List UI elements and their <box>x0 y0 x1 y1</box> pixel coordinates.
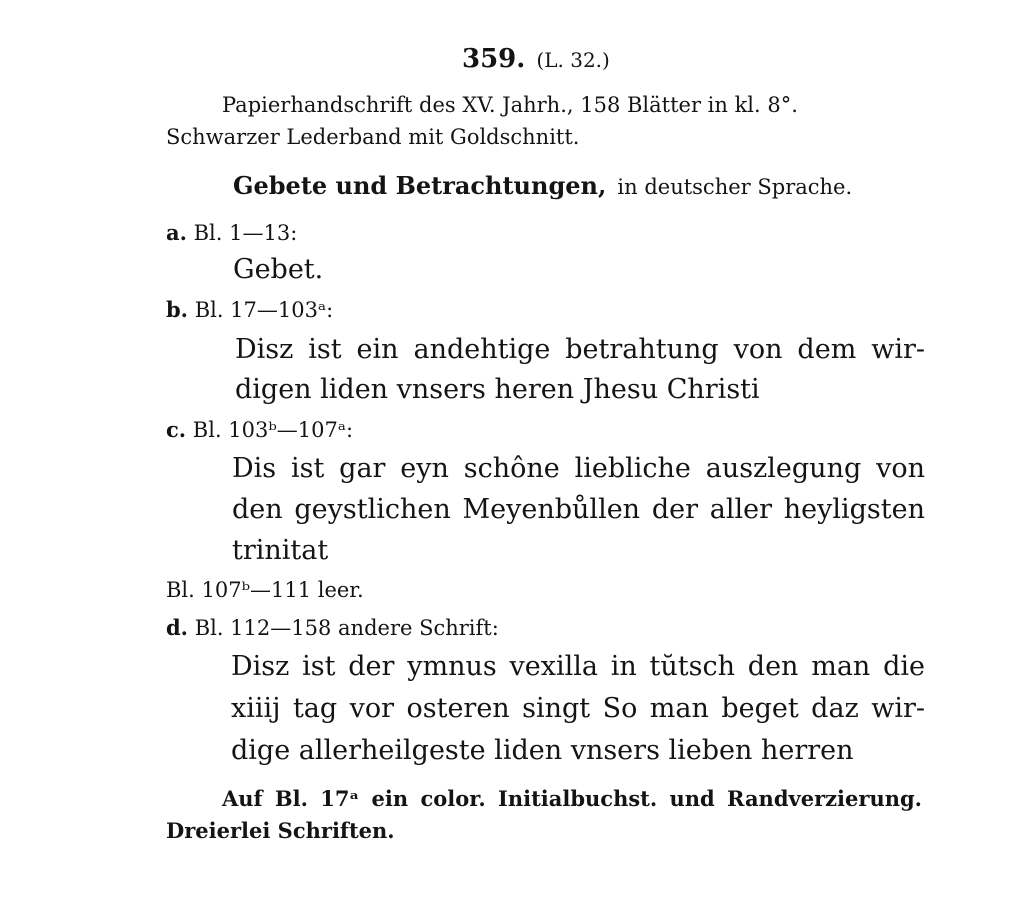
notes-line-1: Auf Bl. 17ᵃ ein color. Initialbuchst. und Randverzierung. <box>222 786 922 811</box>
section-b-label: b. <box>166 297 188 322</box>
section-a-label: a. <box>166 220 187 245</box>
section-c-label: c. <box>166 417 187 442</box>
section-d-label: d. <box>166 615 188 640</box>
section-b-text-1: Disz ist ein andehtige betrahtung von dem wir- <box>235 334 925 365</box>
section-a-text-1: Gebet. <box>233 254 324 285</box>
entry-signature: (L. 32.) <box>536 48 610 72</box>
section-d-text-3: dige allerheilgeste liden vnsers lieben herren <box>231 735 854 766</box>
entry-title <box>233 171 853 200</box>
section-c-ref <box>166 419 353 441</box>
section-a-range: Bl. 1—13: <box>193 221 298 245</box>
section-d-ref <box>166 617 499 639</box>
entry-number: 359. <box>462 44 526 74</box>
section-d-text-1: Disz ist der ymnus vexilla in tŭtsch den man die <box>231 651 925 682</box>
entry-header <box>462 46 610 72</box>
notes-line-2: Dreierlei Schriften. <box>166 818 395 843</box>
section-b-ref <box>166 299 333 321</box>
empty-leaves-note: Bl. 107ᵇ—111 leer. <box>166 578 364 602</box>
section-c-text-2: den geystlichen Meyenbůllen der aller heyligsten <box>232 494 925 525</box>
description-line-1: Papierhandschrift des XV. Jahrh., 158 Blätter in kl. 8°. <box>222 93 798 117</box>
section-a-ref <box>166 222 297 244</box>
title-bold: Gebete und Betrachtungen, <box>233 171 607 200</box>
section-b-text-2: digen liden vnsers heren Jhesu Christi <box>235 374 760 405</box>
section-b-range: Bl. 17—103ᵃ: <box>194 298 334 322</box>
section-d-range: Bl. 112—158 andere Schrift: <box>194 616 499 640</box>
title-rest: in deutscher Sprache. <box>617 175 853 199</box>
section-d-text-2: xiiij tag vor osteren singt So man beget daz wir- <box>231 693 925 724</box>
description-line-2: Schwarzer Lederband mit Goldschnitt. <box>166 125 580 149</box>
section-c-text-3: trinitat <box>232 535 329 566</box>
section-c-text-1: Dis ist gar eyn schône liebliche auszlegung von <box>232 453 925 484</box>
section-c-range: Bl. 103ᵇ—107ᵃ: <box>192 418 354 442</box>
